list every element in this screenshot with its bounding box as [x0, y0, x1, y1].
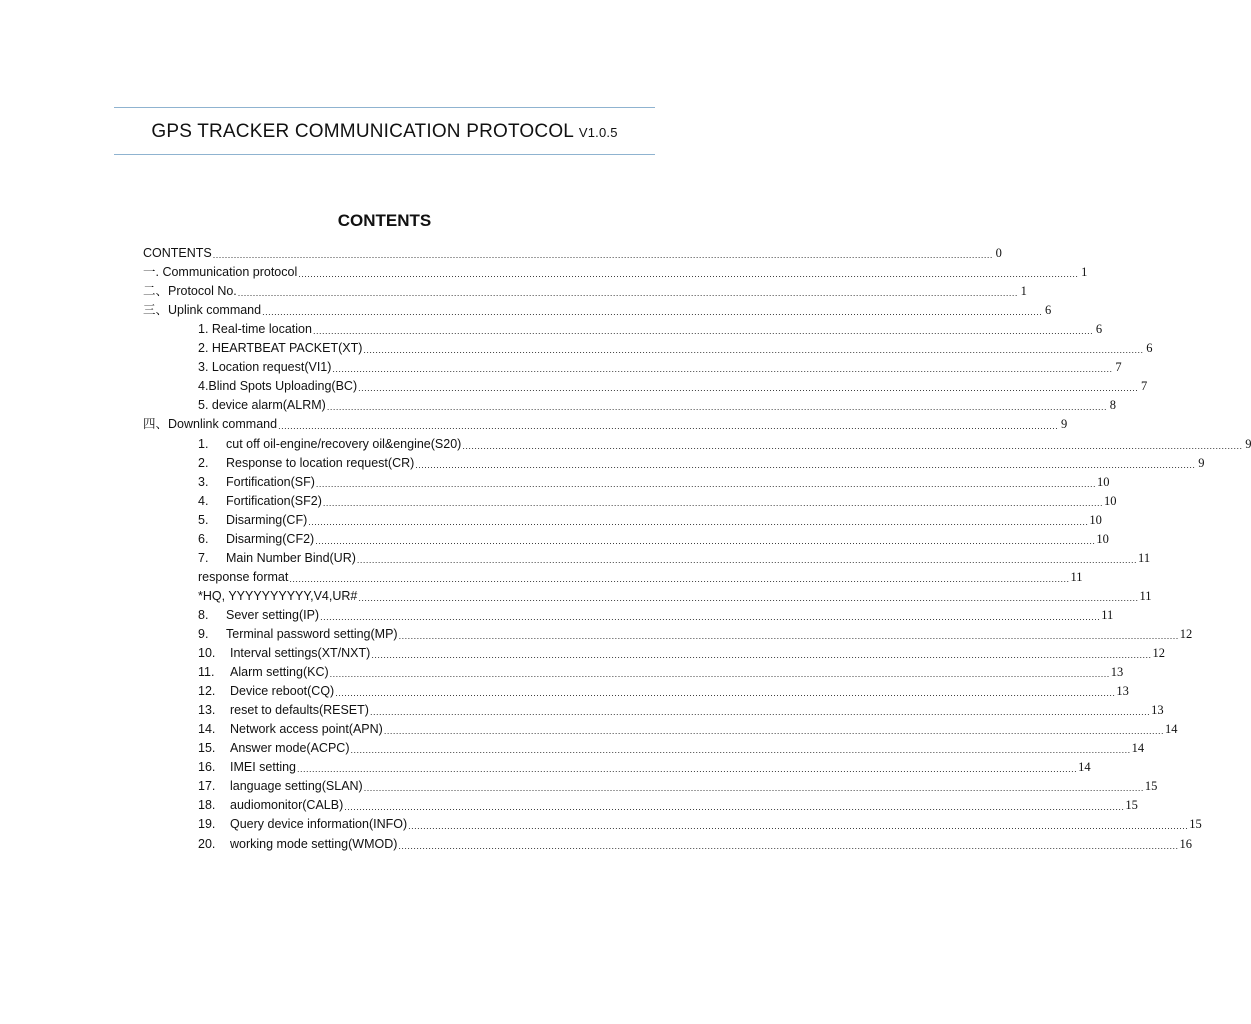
toc-entry-number: 9.	[198, 626, 209, 641]
header-rule-bottom	[114, 154, 655, 155]
toc-dot-leader: ....................................................................................................................................................................................................................................................................	[320, 611, 1101, 622]
toc-entry[interactable]	[143, 530, 1109, 549]
toc-entry-page-number: 7	[1141, 379, 1148, 394]
toc-entry-title: 1. Real-time location	[198, 322, 312, 337]
toc-entry-page-number: 6	[1095, 322, 1103, 337]
toc-entry-page-number: 1	[1020, 284, 1027, 299]
toc-entry-title: response format	[198, 569, 289, 584]
toc-entry-page-number: 11	[1070, 569, 1083, 584]
toc-dot-leader: ....................................................................................................................................................................................................................................................................	[278, 421, 1059, 432]
toc-entry-title: cut off oil-engine/recovery oil&engine(S20)	[226, 436, 462, 451]
toc-dot-leader: ....................................................................................................................................................................................................................................................................	[398, 630, 1179, 641]
toc-entry-number: 2.	[198, 455, 209, 470]
contents-heading: CONTENTS	[337, 211, 432, 230]
toc-entry-page-number: 0	[995, 246, 1002, 261]
toc-entry-number: 6.	[198, 531, 209, 546]
toc-entry[interactable]	[143, 758, 1091, 777]
toc-entry-number: 19.	[198, 817, 216, 832]
document-title	[114, 121, 655, 143]
toc-dot-leader: ....................................................................................................................................................................................................................................................................	[262, 307, 1043, 318]
toc-entry[interactable]	[143, 358, 1122, 377]
toc-entry[interactable]	[143, 454, 1205, 473]
toc-dot-leader: ....................................................................................................................................................................................................................................................................	[308, 516, 1089, 527]
toc-entry-title: Terminal password setting(MP)	[226, 626, 398, 641]
toc-entry-title: 2. HEARTBEAT PACKET(XT)	[198, 341, 363, 356]
toc-entry-title: 一. Communication protocol	[143, 265, 298, 280]
toc-entry[interactable]	[143, 777, 1158, 796]
toc-dot-leader: ....................................................................................................................................................................................................................................................................	[358, 383, 1139, 394]
toc-entry-title: Query device information(INFO)	[230, 817, 408, 832]
toc-entry-title: language setting(SLAN)	[230, 779, 363, 794]
toc-entry[interactable]	[143, 644, 1165, 663]
toc-entry[interactable]	[143, 301, 1052, 320]
toc-entry-number: 5.	[198, 512, 209, 527]
toc-entry[interactable]	[143, 282, 1027, 301]
toc-entry-title: Sever setting(IP)	[226, 607, 320, 622]
toc-entry-page-number: 15	[1144, 779, 1158, 794]
toc-entry-number: 15.	[198, 741, 216, 756]
toc-entry[interactable]	[143, 320, 1103, 339]
toc-dot-leader: ....................................................................................................................................................................................................................................................................	[312, 326, 1094, 337]
toc-dot-leader: ....................................................................................................................................................................................................................................................................	[415, 459, 1196, 470]
toc-entry-title: 二、Protocol No.	[143, 284, 237, 299]
toc-entry-title: Alarm setting(KC)	[230, 665, 329, 680]
toc-entry-title: IMEI setting	[230, 760, 296, 775]
toc-entry-number: 17.	[198, 779, 216, 794]
header-rule-top	[114, 107, 655, 108]
toc-dot-leader: ....................................................................................................................................................................................................................................................................	[371, 650, 1152, 661]
toc-entry-number: 12.	[198, 684, 216, 699]
toc-entry-page-number: 16	[1179, 836, 1193, 851]
toc-entry-page-number: 13	[1151, 703, 1164, 718]
toc-entry[interactable]	[143, 568, 1083, 587]
toc-entry-title: Fortification(SF)	[226, 474, 315, 489]
toc-entry-page-number: 7	[1115, 360, 1122, 375]
toc-entry-number: 4.	[198, 493, 209, 508]
toc-entry-title: 三、Uplink command	[143, 303, 262, 318]
toc-entry-title: Device reboot(CQ)	[230, 684, 335, 699]
toc-entry-number: 14.	[198, 722, 216, 737]
toc-entry[interactable]	[143, 492, 1117, 511]
toc-entry-page-number: 12	[1179, 626, 1193, 641]
toc-entry[interactable]	[143, 396, 1116, 415]
toc-entry-title: *HQ, YYYYYYYYYY,V4,UR#	[198, 588, 358, 603]
toc-entry-page-number: 15	[1125, 798, 1138, 813]
toc-entry-page-number: 9	[1245, 436, 1251, 451]
toc-entry[interactable]	[143, 587, 1152, 606]
toc-dot-leader: ....................................................................................................................................................................................................................................................................	[326, 402, 1107, 413]
toc-entry-page-number: 10	[1096, 531, 1109, 546]
toc-dot-leader: ....................................................................................................................................................................................................................................................................	[212, 250, 993, 261]
toc-entry-title: audiomonitor(CALB)	[230, 798, 344, 813]
toc-dot-leader: ....................................................................................................................................................................................................................................................................	[322, 497, 1103, 508]
toc-entry[interactable]	[143, 549, 1151, 568]
toc-dot-leader: ....................................................................................................................................................................................................................................................................	[329, 669, 1110, 680]
toc-entry-number: 10.	[198, 646, 216, 661]
toc-entry[interactable]	[143, 663, 1124, 682]
toc-entry-title: CONTENTS	[143, 246, 212, 261]
toc-dot-leader: ....................................................................................................................................................................................................................................................................	[398, 840, 1179, 851]
toc-entry-title: Response to location request(CR)	[226, 455, 415, 470]
toc-entry-title: Main Number Bind(UR)	[226, 550, 356, 565]
toc-entry[interactable]	[143, 473, 1110, 492]
toc-dot-leader: ....................................................................................................................................................................................................................................................................	[369, 707, 1151, 718]
toc-entry[interactable]	[143, 263, 1088, 282]
toc-entry-page-number: 12	[1152, 646, 1165, 661]
toc-entry-page-number: 6	[1044, 303, 1052, 318]
toc-dot-leader: ....................................................................................................................................................................................................................................................................	[344, 802, 1125, 813]
toc-entry-title: Disarming(CF)	[226, 512, 308, 527]
toc-entry-page-number: 6	[1146, 341, 1153, 356]
toc-dot-leader: ....................................................................................................................................................................................................................................................................	[350, 745, 1131, 756]
toc-entry-page-number: 13	[1116, 684, 1129, 699]
toc-entry-page-number: 1	[1081, 265, 1088, 280]
toc-dot-leader: ....................................................................................................................................................................................................................................................................	[383, 726, 1164, 737]
toc-entry-title: Fortification(SF2)	[226, 493, 322, 508]
toc-dot-leader: ....................................................................................................................................................................................................................................................................	[363, 783, 1144, 794]
toc-entry-page-number: 14	[1164, 722, 1178, 737]
toc-entry[interactable]	[143, 834, 1193, 853]
toc-entry[interactable]	[143, 511, 1102, 530]
toc-entry-number: 7.	[198, 550, 209, 565]
toc-entry[interactable]	[143, 739, 1145, 758]
toc-entry-title: Disarming(CF2)	[226, 531, 315, 546]
toc-entry-title: reset to defaults(RESET)	[230, 703, 369, 718]
toc-entry[interactable]	[143, 701, 1164, 720]
toc-entry-page-number: 11	[1138, 550, 1151, 565]
toc-entry-number: 3.	[198, 474, 209, 489]
toc-entry[interactable]	[143, 377, 1148, 396]
toc-entry[interactable]	[143, 415, 1068, 434]
toc-entry-number: 11.	[198, 665, 215, 680]
toc-entry-page-number: 14	[1131, 741, 1145, 756]
toc-entry-title: Interval settings(XT/NXT)	[230, 646, 371, 661]
toc-entry[interactable]	[143, 244, 1002, 263]
toc-entry[interactable]	[143, 815, 1202, 834]
toc-entry-title: working mode setting(WMOD)	[230, 836, 398, 851]
document-version: V1.0.5	[578, 125, 618, 140]
document-title-main: GPS TRACKER COMMUNICATION PROTOCOL	[151, 121, 574, 142]
toc-entry-page-number: 9	[1198, 455, 1205, 470]
toc-entry-title: 5. device alarm(ALRM)	[198, 398, 326, 413]
toc-dot-leader: ....................................................................................................................................................................................................................................................................	[335, 688, 1116, 699]
toc-entry-number: 16.	[198, 760, 216, 775]
toc-entry[interactable]	[143, 606, 1114, 625]
toc-entry-page-number: 8	[1109, 398, 1116, 413]
toc-dot-leader: ....................................................................................................................................................................................................................................................................	[462, 440, 1243, 451]
toc-entry-page-number: 10	[1089, 512, 1102, 527]
toc-dot-leader: ....................................................................................................................................................................................................................................................................	[408, 821, 1189, 832]
toc-entry-page-number: 13	[1110, 665, 1124, 680]
table-of-contents	[143, 244, 1251, 854]
toc-entry[interactable]	[143, 720, 1178, 739]
toc-entry-page-number: 15	[1189, 817, 1202, 832]
toc-dot-leader: ....................................................................................................................................................................................................................................................................	[298, 269, 1079, 280]
toc-dot-leader: ....................................................................................................................................................................................................................................................................	[356, 554, 1138, 565]
toc-entry-number: 8.	[198, 607, 209, 622]
toc-entry-title: 四、Downlink command	[143, 417, 278, 432]
toc-dot-leader: ....................................................................................................................................................................................................................................................................	[358, 592, 1139, 603]
toc-entry[interactable]	[143, 682, 1129, 701]
toc-entry-page-number: 10	[1104, 493, 1117, 508]
toc-dot-leader: ....................................................................................................................................................................................................................................................................	[297, 764, 1078, 775]
toc-entry-page-number: 9	[1060, 417, 1068, 432]
toc-entry-page-number: 14	[1078, 760, 1091, 775]
toc-entry-title: Answer mode(ACPC)	[230, 741, 350, 756]
toc-entry[interactable]	[143, 339, 1153, 358]
toc-entry-page-number: 11	[1139, 588, 1152, 603]
toc-entry-page-number: 11	[1101, 607, 1114, 622]
toc-entry[interactable]	[143, 796, 1138, 815]
toc-entry[interactable]	[143, 625, 1193, 644]
toc-entry-number: 18.	[198, 798, 216, 813]
toc-entry-title: Network access point(APN)	[230, 722, 383, 737]
toc-dot-leader: ....................................................................................................................................................................................................................................................................	[332, 364, 1113, 375]
toc-dot-leader: ....................................................................................................................................................................................................................................................................	[289, 573, 1070, 584]
toc-entry-number: 20.	[198, 836, 216, 851]
toc-entry-page-number: 10	[1097, 474, 1110, 489]
toc-entry[interactable]	[143, 434, 1251, 453]
toc-entry-number: 13.	[198, 703, 216, 718]
toc-dot-leader: ....................................................................................................................................................................................................................................................................	[237, 288, 1018, 299]
toc-entry-number: 1.	[198, 436, 209, 451]
toc-dot-leader: ....................................................................................................................................................................................................................................................................	[315, 478, 1097, 489]
toc-dot-leader: ....................................................................................................................................................................................................................................................................	[363, 345, 1144, 356]
toc-entry-title: 4.Blind Spots Uploading(BC)	[198, 379, 358, 394]
toc-entry-title: 3. Location request(VI1)	[198, 360, 332, 375]
toc-dot-leader: ....................................................................................................................................................................................................................................................................	[315, 535, 1096, 546]
